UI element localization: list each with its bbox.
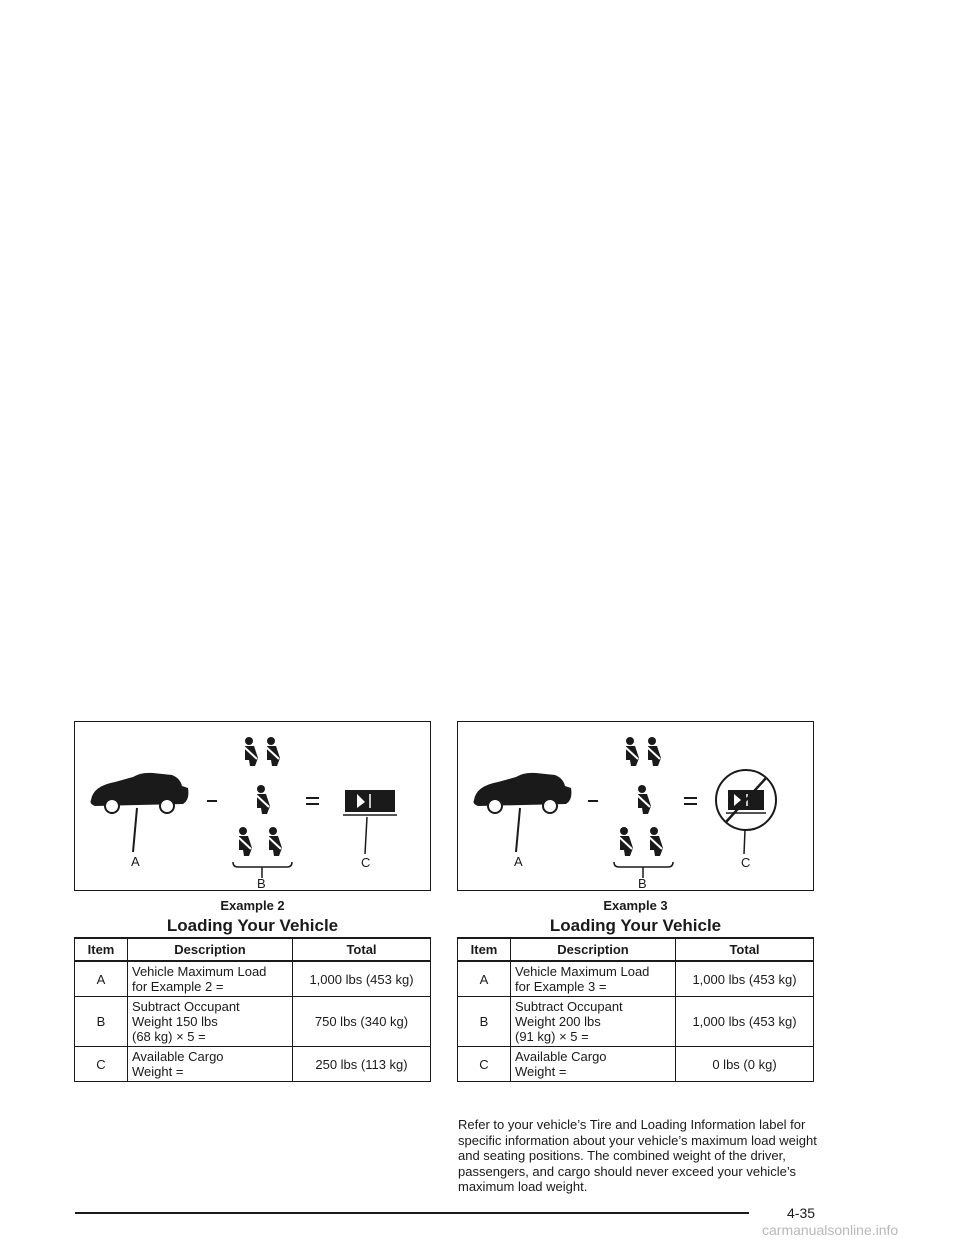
- cell-item: A: [458, 961, 511, 997]
- desc-line: Vehicle Maximum Load: [515, 964, 650, 979]
- label-a: A: [131, 854, 140, 869]
- table-row: [458, 1047, 814, 1082]
- cell-total: 250 lbs (113 kg): [293, 1047, 431, 1082]
- cell-total: 0 lbs (0 kg): [676, 1047, 814, 1082]
- cell-description: [128, 961, 293, 997]
- header-description: Description: [128, 938, 293, 961]
- equals-sign: [306, 798, 319, 804]
- equals-sign: [684, 798, 697, 804]
- table-title: Loading Your Vehicle: [166, 916, 339, 935]
- page-number: 4-35: [787, 1205, 816, 1221]
- seatbelt-occupant-icon: [243, 737, 258, 766]
- header-item: Item: [458, 938, 511, 961]
- desc-line: (91 kg) × 5 =: [515, 1029, 589, 1044]
- car-icon: [91, 773, 189, 852]
- group-bracket: [614, 862, 673, 867]
- table-row: [75, 961, 431, 997]
- cell-total: 1,000 lbs (453 kg): [676, 961, 814, 997]
- desc-line: (68 kg) × 5 =: [132, 1029, 206, 1044]
- figure-caption: Example 2: [220, 898, 285, 913]
- example-2-figure: [74, 721, 431, 891]
- seatbelt-occupant-icon: [624, 737, 639, 766]
- desc-line: Available Cargo: [132, 1049, 224, 1064]
- figure-caption: Example 3: [603, 898, 668, 913]
- desc-line: Subtract Occupant: [132, 999, 240, 1014]
- cell-total: 1,000 lbs (453 kg): [676, 997, 814, 1047]
- table-header-row: [458, 938, 814, 961]
- desc-line: Weight 150 lbs: [132, 1014, 218, 1029]
- example-3-section: [457, 721, 814, 1082]
- desc-line: for Example 3 =: [515, 979, 607, 994]
- table-title: Loading Your Vehicle: [549, 916, 722, 935]
- cell-item: A: [75, 961, 128, 997]
- cell-description: [128, 1047, 293, 1082]
- desc-line: Weight =: [515, 1064, 567, 1079]
- table-header-row: [75, 938, 431, 961]
- cell-item: B: [458, 997, 511, 1047]
- loading-diagram: [458, 722, 813, 890]
- cell-item: C: [75, 1047, 128, 1082]
- desc-line: Vehicle Maximum Load: [132, 964, 267, 979]
- desc-line: Weight =: [132, 1064, 184, 1079]
- cell-total: 1,000 lbs (453 kg): [293, 961, 431, 997]
- desc-line: for Example 2 =: [132, 979, 224, 994]
- car-icon: [474, 773, 572, 852]
- desc-line: Subtract Occupant: [515, 999, 623, 1014]
- cell-description: [128, 997, 293, 1047]
- seatbelt-occupant-icon: [648, 827, 663, 856]
- label-b: B: [638, 876, 647, 890]
- cell-description: [511, 1047, 676, 1082]
- watermark-text: carmanualsonline.info: [762, 1222, 899, 1238]
- cell-total: 750 lbs (340 kg): [293, 997, 431, 1047]
- label-a: A: [514, 854, 523, 869]
- header-item: Item: [75, 938, 128, 961]
- seatbelt-occupant-icon: [646, 737, 661, 766]
- seatbelt-occupant-icon: [265, 737, 280, 766]
- header-description: Description: [511, 938, 676, 961]
- cell-description: [511, 997, 676, 1047]
- seatbelt-occupant-icon: [636, 785, 651, 814]
- desc-line: Available Cargo: [515, 1049, 607, 1064]
- footer-rule: [75, 1212, 749, 1214]
- cargo-prohibited-icon: [716, 770, 776, 854]
- seatbelt-occupant-icon: [237, 827, 252, 856]
- cell-item: B: [75, 997, 128, 1047]
- example-3-figure: [457, 721, 814, 891]
- label-b: B: [257, 876, 266, 890]
- load-table: [457, 937, 814, 1082]
- cell-item: C: [458, 1047, 511, 1082]
- cargo-icon: [343, 790, 397, 854]
- header-total: Total: [293, 938, 431, 961]
- body-paragraph: Refer to your vehicle’s Tire and Loading Information label for specific information about your vehicle’s maximum load weight and seating positions. The combined weight of the driver, passengers, and cargo should never exceed your vehicle’s maximum load weight.: [458, 1117, 817, 1194]
- table-row: [458, 961, 814, 997]
- loading-diagram: [75, 722, 430, 890]
- label-c: C: [741, 855, 751, 870]
- group-bracket: [233, 862, 292, 867]
- seatbelt-occupant-icon: [255, 785, 270, 814]
- cell-description: [511, 961, 676, 997]
- header-total: Total: [676, 938, 814, 961]
- seatbelt-occupant-icon: [267, 827, 282, 856]
- load-table: [74, 937, 431, 1082]
- seatbelt-occupant-icon: [618, 827, 633, 856]
- table-row: [75, 1047, 431, 1082]
- desc-line: Weight 200 lbs: [515, 1014, 601, 1029]
- label-c: C: [361, 855, 371, 870]
- table-row: [458, 997, 814, 1047]
- table-row: [75, 997, 431, 1047]
- example-2-section: [74, 721, 431, 1082]
